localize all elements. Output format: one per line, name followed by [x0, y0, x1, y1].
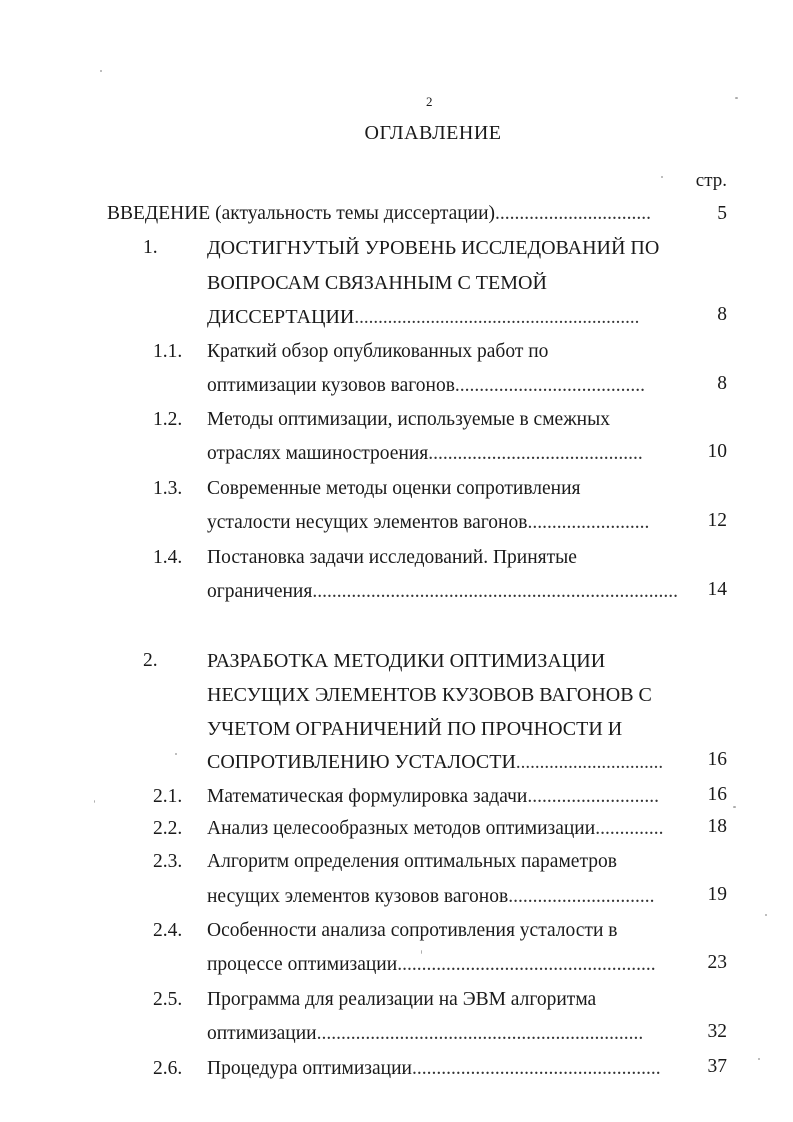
section-title-line: Постановка задачи исследований. Принятые — [207, 547, 577, 568]
toc-leader: ............................................ — [428, 443, 643, 464]
toc-leader: ..................................................... — [397, 954, 656, 975]
scan-speckle — [765, 914, 767, 916]
toc-leader: ............................... — [515, 752, 664, 773]
toc-page-number: 5 — [717, 203, 727, 224]
toc-page-number: 19 — [707, 884, 727, 905]
section-number: 2.1. — [153, 786, 183, 807]
chapter-title-line: ВОПРОСАМ СВЯЗАННЫМ С ТЕМОЙ — [207, 272, 547, 294]
toc-leader: ......................... — [527, 512, 650, 533]
section-title-line — [207, 955, 656, 975]
section-title-line — [207, 582, 678, 602]
chapter-title-line: НЕСУЩИХ ЭЛЕМЕНТОВ КУЗОВОВ ВАГОНОВ С — [207, 684, 652, 706]
chapter-title-text: ДИССЕРТАЦИИ — [207, 306, 355, 328]
toc-leader: ........................................................................... — [312, 581, 678, 602]
toc-leader: ........................... — [527, 786, 659, 807]
section-title-line: Методы оптимизации, используемые в смежных — [207, 409, 610, 430]
section-title-line — [207, 376, 645, 396]
chapter-title-line: ДОСТИГНУТЫЙ УРОВЕНЬ ИССЛЕДОВАНИЙ ПО — [207, 237, 660, 259]
section-number: 2.6. — [153, 1058, 183, 1079]
section-title-line: Программа для реализации на ЭВМ алгоритма — [207, 989, 597, 1010]
scan-speckle — [175, 753, 177, 755]
section-title-line — [207, 513, 649, 533]
toc-leader: ................................................................... — [316, 1023, 644, 1044]
section-title-text: Математическая формулировка задачи — [207, 786, 528, 807]
section-title-line: Современные методы оценки сопротивления — [207, 478, 581, 499]
section-title-text: Анализ целесообразных методов оптимизации — [207, 818, 596, 839]
section-title-line — [207, 819, 663, 839]
section-title-text: отраслях машиностроения — [207, 443, 429, 464]
section-number: 2.4. — [153, 920, 183, 941]
toc-page-number: 8 — [717, 373, 727, 394]
section-title-text: оптимизации — [207, 1023, 317, 1044]
toc-page-number: 16 — [707, 784, 727, 805]
section-title-line — [207, 887, 654, 907]
scan-speckle — [94, 800, 95, 803]
toc-page-number: 23 — [707, 952, 727, 973]
section-title-text: Процедура оптимизации — [207, 1058, 412, 1079]
chapter-number: 2. — [143, 650, 158, 671]
section-title-line — [207, 787, 659, 807]
chapter-title-line: УЧЕТОМ ОГРАНИЧЕНИЙ ПО ПРОЧНОСТИ И — [207, 718, 623, 740]
chapter-number: 1. — [143, 237, 158, 258]
section-title-text: оптимизации кузовов вагонов — [207, 375, 455, 396]
scan-speckle — [661, 176, 663, 178]
page-number: 2 — [426, 94, 433, 109]
section-number: 2.5. — [153, 989, 183, 1010]
section-title-line: Алгоритм определения оптимальных параметров — [207, 851, 617, 872]
section-title-line: Краткий обзор опубликованных работ по — [207, 341, 549, 362]
section-number: 1.3. — [153, 478, 183, 499]
toc-entry-intro — [107, 204, 651, 224]
toc-leader: .............. — [595, 818, 664, 839]
section-title-line — [207, 1059, 661, 1079]
toc-page-number: 37 — [707, 1056, 727, 1077]
toc-page-number: 8 — [717, 304, 727, 325]
toc-leader: ................................ — [495, 203, 652, 224]
toc-page-number: 10 — [707, 441, 727, 462]
section-title-line — [207, 444, 643, 464]
chapter-title-line — [207, 307, 639, 327]
section-title-line: Особенности анализа сопротивления усталости в — [207, 920, 618, 941]
section-number: 1.4. — [153, 547, 183, 568]
toc-leader: .............................. — [508, 886, 655, 907]
scan-speckle — [758, 1058, 760, 1060]
scan-speckle — [735, 97, 738, 99]
page-column-label: стр. — [695, 170, 727, 191]
toc-entry-text: ВВЕДЕНИЕ (актуальность темы диссертации) — [107, 203, 496, 224]
toc-page-number: 18 — [707, 816, 727, 837]
section-number: 1.2. — [153, 409, 183, 430]
toc-page-number: 16 — [707, 749, 727, 770]
scan-speckle — [733, 806, 736, 808]
chapter-title-line — [207, 752, 663, 772]
section-title-line — [207, 1024, 643, 1044]
chapter-title-line: РАЗРАБОТКА МЕТОДИКИ ОПТИМИЗАЦИИ — [207, 650, 606, 672]
toc-page-number: 32 — [707, 1021, 727, 1042]
section-title-text: ограничения — [207, 581, 313, 602]
section-number: 2.2. — [153, 818, 183, 839]
toc-page-number: 14 — [707, 579, 727, 600]
toc-leader: ....................................... — [454, 375, 646, 396]
toc-leader: ................................................... — [411, 1058, 661, 1079]
toc-page-number: 12 — [707, 510, 727, 531]
section-title-text: процессе оптимизации — [207, 954, 398, 975]
scan-speckle — [421, 950, 422, 954]
chapter-title-text: СОПРОТИВЛЕНИЮ УСТАЛОСТИ — [207, 751, 516, 773]
section-number: 2.3. — [153, 851, 183, 872]
toc-leader: ............................................................ — [354, 307, 640, 328]
section-title-text: несущих элементов кузовов вагонов — [207, 886, 509, 907]
scan-speckle — [100, 70, 102, 72]
toc-title: ОГЛАВЛЕНИЕ — [364, 122, 502, 144]
section-title-text: усталости несущих элементов вагонов — [207, 512, 528, 533]
section-number: 1.1. — [153, 341, 183, 362]
